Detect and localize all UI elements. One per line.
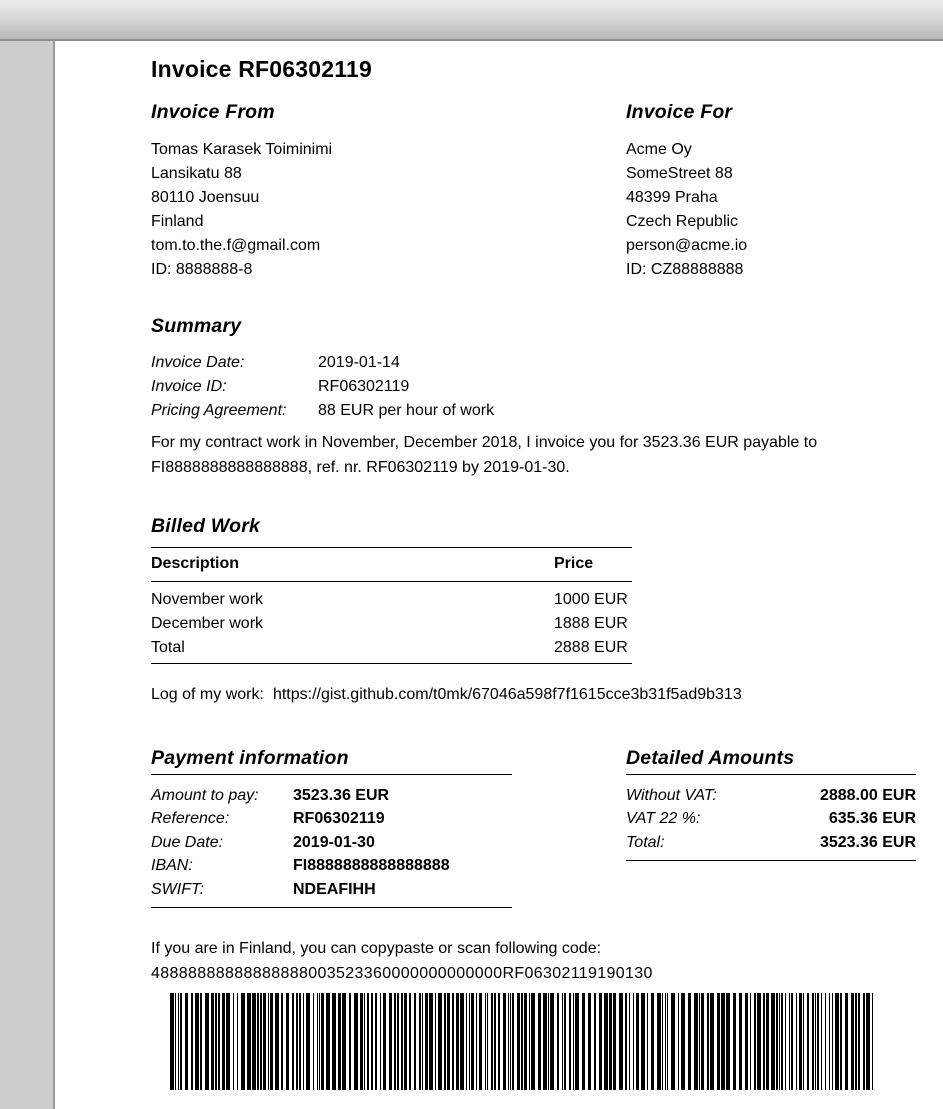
payment-label: IBAN: bbox=[151, 857, 193, 875]
address-line: tom.to.the.f@gmail.com bbox=[151, 237, 321, 254]
summary-section bbox=[151, 314, 918, 423]
summary-label: Invoice ID: bbox=[151, 378, 227, 395]
payment-row bbox=[151, 784, 512, 807]
summary-label: Pricing Agreement: bbox=[151, 402, 287, 419]
payment-value: 3523.36 EUR bbox=[293, 787, 390, 804]
payment-label: Due Date: bbox=[151, 833, 224, 851]
invoice-for-section bbox=[626, 100, 918, 282]
table-row bbox=[151, 612, 632, 636]
parties-row bbox=[151, 100, 918, 282]
amount-label: Total: bbox=[626, 833, 665, 851]
barcode-instruction: If you are in Finland, you can copypaste or scan following code: bbox=[151, 940, 602, 958]
invoice-for-address bbox=[626, 138, 918, 282]
intro-paragraph: For my contract work in November, December 2018, I invoice you for 3523.36 EUR payable to FI8888888888888888, ref. nr. RF06302119 by 2019-01-30. bbox=[151, 434, 818, 476]
summary-value: 88 EUR per hour of work bbox=[318, 402, 495, 419]
amount-value: 635.36 EUR bbox=[828, 810, 916, 828]
payment-label: Amount to pay: bbox=[151, 787, 259, 804]
work-description: November work bbox=[151, 591, 264, 608]
work-price: 1888 EUR bbox=[554, 615, 628, 632]
viewer-toolbar bbox=[0, 0, 943, 41]
summary-row bbox=[151, 399, 918, 423]
payment-information-section bbox=[151, 746, 626, 908]
payment-row bbox=[151, 878, 512, 901]
payment-information-heading: Payment information bbox=[151, 746, 512, 775]
address-line: person@acme.io bbox=[626, 237, 748, 254]
address-line: Lansikatu 88 bbox=[151, 165, 242, 182]
table-header-row bbox=[151, 548, 632, 582]
address-line: Finland bbox=[151, 213, 204, 230]
amount-value: 2888.00 EUR bbox=[819, 787, 916, 804]
amount-row bbox=[626, 784, 916, 807]
column-header-description: Description bbox=[151, 548, 554, 582]
work-log-line bbox=[151, 683, 918, 707]
amount-value: 3523.36 EUR bbox=[819, 833, 916, 851]
detailed-amounts-heading: Detailed Amounts bbox=[626, 746, 916, 775]
address-line: Czech Republic bbox=[626, 213, 739, 230]
column-header-price: Price bbox=[554, 548, 632, 582]
payment-label: Reference: bbox=[151, 810, 230, 828]
address-line: ID: 8888888-8 bbox=[151, 261, 253, 278]
work-log-label: Log of my work: bbox=[151, 686, 264, 703]
amount-label: Without VAT: bbox=[626, 787, 717, 804]
payment-row bbox=[151, 831, 512, 854]
viewer-workspace bbox=[0, 41, 943, 1109]
invoice-from-address bbox=[151, 138, 626, 282]
address-line: Acme Oy bbox=[626, 141, 692, 158]
payment-rows bbox=[151, 784, 512, 908]
invoice-title: Invoice RF06302119 bbox=[151, 56, 372, 82]
work-description: December work bbox=[151, 615, 264, 632]
summary-value: RF06302119 bbox=[318, 378, 410, 395]
work-log-url[interactable]: https://gist.github.com/t0mk/67046a598f7f1615cce3b31f5ad9b313 bbox=[272, 686, 742, 703]
billed-work-heading: Billed Work bbox=[151, 515, 261, 537]
barcode bbox=[170, 993, 873, 1090]
work-description: Total bbox=[151, 636, 554, 664]
work-price: 1000 EUR bbox=[554, 591, 628, 608]
amount-row bbox=[626, 831, 916, 854]
payment-row bbox=[151, 854, 512, 877]
address-line: SomeStreet 88 bbox=[626, 165, 733, 182]
payment-value: RF06302119 bbox=[293, 810, 385, 828]
summary-heading: Summary bbox=[151, 315, 242, 337]
amount-row bbox=[626, 807, 916, 830]
payment-details-row bbox=[151, 746, 918, 908]
address-line: ID: CZ88888888 bbox=[626, 261, 744, 278]
payment-value: NDEAFIHH bbox=[293, 880, 376, 898]
payment-value: FI8888888888888888 bbox=[293, 857, 450, 875]
barcode-code-text: 48888888888888888003523360000000000000RF06302119190130 bbox=[151, 964, 653, 982]
table-row bbox=[151, 582, 632, 613]
address-line: 80110 Joensuu bbox=[151, 189, 260, 206]
billed-work-table bbox=[151, 547, 632, 664]
billed-work-section bbox=[151, 514, 918, 664]
amount-label: VAT 22 %: bbox=[626, 810, 701, 828]
payment-label: SWIFT: bbox=[151, 880, 205, 898]
payment-value: 2019-01-30 bbox=[293, 833, 375, 851]
table-row bbox=[151, 636, 632, 664]
summary-label: Invoice Date: bbox=[151, 354, 245, 371]
payment-row bbox=[151, 807, 512, 830]
page-margin-gutter bbox=[0, 41, 53, 1109]
invoice-document bbox=[53, 41, 943, 1109]
summary-value: 2019-01-14 bbox=[318, 354, 400, 371]
invoice-from-heading: Invoice From bbox=[151, 101, 275, 123]
detailed-amounts-rows bbox=[626, 784, 916, 861]
summary-row bbox=[151, 375, 918, 399]
summary-row bbox=[151, 351, 918, 375]
address-line: 48399 Praha bbox=[626, 189, 718, 206]
invoice-for-heading: Invoice For bbox=[626, 101, 733, 123]
invoice-from-section bbox=[151, 100, 626, 282]
work-price: 2888 EUR bbox=[554, 636, 632, 664]
summary-rows bbox=[151, 351, 918, 423]
detailed-amounts-section bbox=[626, 746, 918, 908]
address-line: Tomas Karasek Toiminimi bbox=[151, 141, 333, 158]
